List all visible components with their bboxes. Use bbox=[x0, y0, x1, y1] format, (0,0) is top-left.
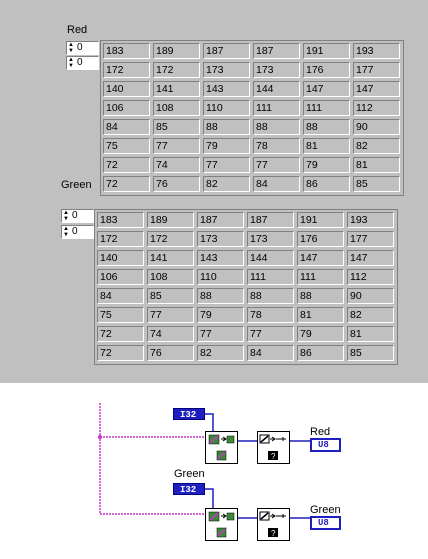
green-array-cell[interactable]: 79 bbox=[297, 326, 344, 342]
red-array-cell[interactable]: 173 bbox=[253, 62, 300, 78]
red-array-cell[interactable]: 173 bbox=[203, 62, 250, 78]
red-array bbox=[100, 40, 404, 196]
green-array-cell[interactable]: 72 bbox=[97, 345, 144, 361]
red-array-cell[interactable]: 106 bbox=[103, 100, 150, 116]
red-array-cell[interactable]: 108 bbox=[153, 100, 200, 116]
red-array-cell[interactable]: 79 bbox=[303, 157, 350, 173]
red-array-cell[interactable]: 88 bbox=[303, 119, 350, 135]
red-array-cell[interactable]: 177 bbox=[353, 62, 400, 78]
green-array-cell[interactable]: 75 bbox=[97, 307, 144, 323]
red-array-cell[interactable]: 78 bbox=[253, 138, 300, 154]
green-array-cell[interactable]: 86 bbox=[297, 345, 344, 361]
red-array-cell[interactable]: 74 bbox=[153, 157, 200, 173]
green-array-cell[interactable]: 74 bbox=[147, 326, 194, 342]
green-array-cell[interactable]: 85 bbox=[147, 288, 194, 304]
green-control-label: Green bbox=[174, 468, 205, 480]
spin-arrows-icon[interactable]: ▲ ▼ bbox=[63, 210, 69, 222]
green-array-cell[interactable]: 88 bbox=[247, 288, 294, 304]
green-col-index[interactable]: ▲ ▼ 0 bbox=[61, 225, 94, 239]
spin-arrows-icon[interactable]: ▲ ▼ bbox=[68, 57, 74, 69]
green-array-cell[interactable]: 85 bbox=[347, 345, 394, 361]
red-array-cell[interactable]: 85 bbox=[153, 119, 200, 135]
green-array-cell[interactable]: 106 bbox=[97, 269, 144, 285]
green-indicator-terminal[interactable]: U8 bbox=[310, 516, 341, 530]
red-array-cell[interactable]: 72 bbox=[103, 157, 150, 173]
red-array-label: Red bbox=[67, 24, 88, 36]
red-array-cell[interactable]: 84 bbox=[253, 176, 300, 192]
red-array-cell[interactable]: 187 bbox=[253, 43, 300, 59]
green-array-cell[interactable]: 172 bbox=[147, 231, 194, 247]
red-array-cell[interactable]: 84 bbox=[103, 119, 150, 135]
red-array-cell[interactable]: 112 bbox=[353, 100, 400, 116]
red-array-cell[interactable]: 176 bbox=[303, 62, 350, 78]
spin-arrows-icon[interactable]: ▲ ▼ bbox=[68, 42, 74, 54]
index-array-icon bbox=[206, 509, 237, 540]
green-array-cell[interactable]: 88 bbox=[197, 288, 244, 304]
green-array-cell[interactable]: 187 bbox=[197, 212, 244, 228]
green-array-cell[interactable]: 187 bbox=[247, 212, 294, 228]
red-array-cell[interactable]: 191 bbox=[303, 43, 350, 59]
to-u8-icon bbox=[258, 432, 289, 463]
index-array-icon bbox=[206, 432, 237, 463]
red-array-cell[interactable]: 147 bbox=[353, 81, 400, 97]
red-array-cell[interactable]: 72 bbox=[103, 176, 150, 192]
green-array-cell[interactable]: 88 bbox=[297, 288, 344, 304]
green-array-cell[interactable]: 144 bbox=[247, 250, 294, 266]
green-array bbox=[94, 209, 398, 365]
green-array-cell[interactable]: 173 bbox=[197, 231, 244, 247]
red-indicator-terminal[interactable]: U8 bbox=[310, 438, 341, 452]
red-indicator-label: Red bbox=[310, 426, 331, 438]
red-array-cell[interactable]: 172 bbox=[103, 62, 150, 78]
red-array-cell[interactable]: 141 bbox=[153, 81, 200, 97]
green-array-cell[interactable]: 176 bbox=[297, 231, 344, 247]
spin-arrows-icon[interactable]: ▲ ▼ bbox=[63, 226, 69, 238]
red-col-index[interactable]: ▲ ▼ 0 bbox=[66, 56, 99, 70]
green-array-cell[interactable]: 82 bbox=[197, 345, 244, 361]
green-row-index[interactable]: ▲ ▼ 0 bbox=[61, 209, 94, 223]
green-array-cell[interactable]: 72 bbox=[97, 326, 144, 342]
green-array-cell[interactable]: 79 bbox=[197, 307, 244, 323]
red-array-cell[interactable]: 82 bbox=[353, 138, 400, 154]
green-array-cell[interactable]: 110 bbox=[197, 269, 244, 285]
svg-text:?: ? bbox=[271, 452, 276, 461]
green-array-cell[interactable]: 77 bbox=[247, 326, 294, 342]
green-array-cell[interactable]: 140 bbox=[97, 250, 144, 266]
green-array-cell[interactable]: 112 bbox=[347, 269, 394, 285]
red-array-cell[interactable]: 189 bbox=[153, 43, 200, 59]
block-diagram bbox=[0, 383, 428, 559]
green-array-cell[interactable]: 193 bbox=[347, 212, 394, 228]
green-array-cell[interactable]: 183 bbox=[97, 212, 144, 228]
green-array-cell[interactable]: 82 bbox=[347, 307, 394, 323]
red-array-cell[interactable]: 76 bbox=[153, 176, 200, 192]
green-array-cell[interactable]: 191 bbox=[297, 212, 344, 228]
red-array-cell[interactable]: 110 bbox=[203, 100, 250, 116]
red-array-cell[interactable]: 77 bbox=[153, 138, 200, 154]
svg-text:?: ? bbox=[271, 529, 276, 538]
green-array-cell[interactable]: 84 bbox=[97, 288, 144, 304]
green-array-cell[interactable]: 78 bbox=[247, 307, 294, 323]
green-array-cell[interactable]: 141 bbox=[147, 250, 194, 266]
to-u8-icon bbox=[258, 509, 289, 540]
red-row-index[interactable]: ▲ ▼ 0 bbox=[66, 41, 99, 55]
green-array-cell[interactable]: 81 bbox=[297, 307, 344, 323]
red-array-cell[interactable]: 172 bbox=[153, 62, 200, 78]
red-array-cell[interactable]: 140 bbox=[103, 81, 150, 97]
red-array-cell[interactable]: 187 bbox=[203, 43, 250, 59]
green-control-terminal[interactable]: I32 bbox=[173, 483, 205, 495]
green-array-cell[interactable]: 189 bbox=[147, 212, 194, 228]
green-array-cell[interactable]: 77 bbox=[147, 307, 194, 323]
red-array-cell[interactable]: 75 bbox=[103, 138, 150, 154]
red-array-cell[interactable]: 77 bbox=[203, 157, 250, 173]
red-array-cell[interactable]: 143 bbox=[203, 81, 250, 97]
red-control-terminal[interactable]: I32 bbox=[173, 408, 205, 420]
green-array-cell[interactable]: 177 bbox=[347, 231, 394, 247]
red-array-cell[interactable]: 77 bbox=[253, 157, 300, 173]
red-array-cell[interactable]: 111 bbox=[253, 100, 300, 116]
convert-to-u8-node[interactable] bbox=[257, 508, 290, 541]
red-array-cell[interactable]: 79 bbox=[203, 138, 250, 154]
green-array-cell[interactable]: 147 bbox=[347, 250, 394, 266]
green-array-cell[interactable]: 108 bbox=[147, 269, 194, 285]
green-array-label: Green bbox=[61, 179, 92, 191]
red-array-cell[interactable]: 193 bbox=[353, 43, 400, 59]
green-array-cell[interactable]: 111 bbox=[297, 269, 344, 285]
green-array-cell[interactable]: 143 bbox=[197, 250, 244, 266]
green-array-cell[interactable]: 172 bbox=[97, 231, 144, 247]
green-array-cell[interactable]: 81 bbox=[347, 326, 394, 342]
green-indicator-label: Green bbox=[310, 504, 341, 516]
green-array-cell[interactable]: 90 bbox=[347, 288, 394, 304]
red-array-cell[interactable]: 81 bbox=[353, 157, 400, 173]
green-array-cell[interactable]: 173 bbox=[247, 231, 294, 247]
green-array-cell[interactable]: 76 bbox=[147, 345, 194, 361]
red-array-cell[interactable]: 81 bbox=[303, 138, 350, 154]
red-array-cell[interactable]: 85 bbox=[353, 176, 400, 192]
index-array-node[interactable] bbox=[205, 508, 238, 541]
red-array-cell[interactable]: 183 bbox=[103, 43, 150, 59]
index-array-node[interactable] bbox=[205, 431, 238, 464]
red-array-cell[interactable]: 88 bbox=[203, 119, 250, 135]
red-array-cell[interactable]: 111 bbox=[303, 100, 350, 116]
convert-to-u8-node[interactable] bbox=[257, 431, 290, 464]
green-array-cell[interactable]: 77 bbox=[197, 326, 244, 342]
red-array-cell[interactable]: 88 bbox=[253, 119, 300, 135]
green-array-cell[interactable]: 111 bbox=[247, 269, 294, 285]
red-array-cell[interactable]: 90 bbox=[353, 119, 400, 135]
green-array-cell[interactable]: 84 bbox=[247, 345, 294, 361]
red-array-cell[interactable]: 144 bbox=[253, 81, 300, 97]
red-array-cell[interactable]: 86 bbox=[303, 176, 350, 192]
red-array-cell[interactable]: 82 bbox=[203, 176, 250, 192]
green-array-cell[interactable]: 147 bbox=[297, 250, 344, 266]
red-array-cell[interactable]: 147 bbox=[303, 81, 350, 97]
